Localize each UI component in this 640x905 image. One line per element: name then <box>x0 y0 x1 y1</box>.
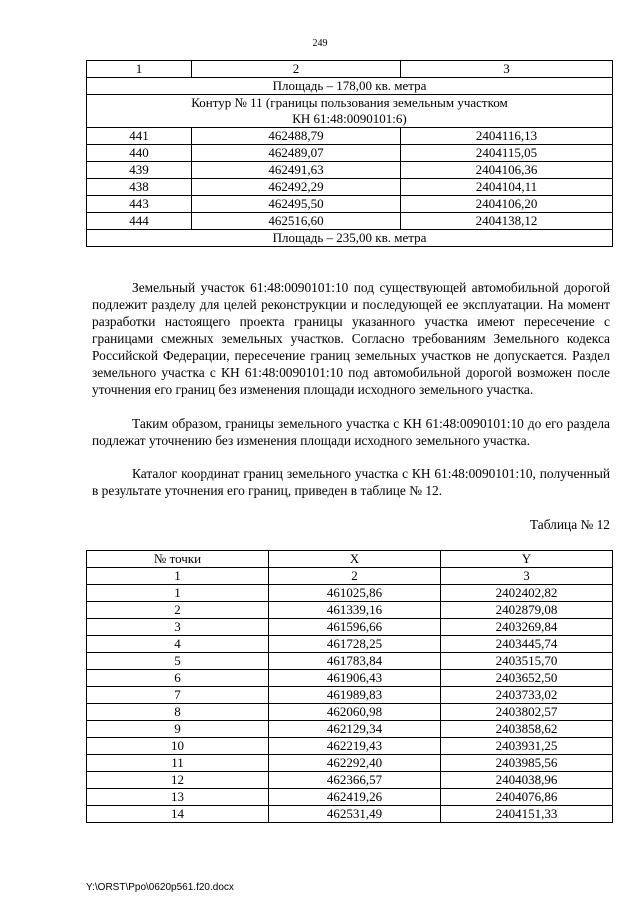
contour-title-row <box>87 95 613 128</box>
x-cell: 461989,83 <box>269 687 441 704</box>
table-row <box>87 162 613 179</box>
point-cell: 11 <box>87 755 269 772</box>
x-cell: 461906,43 <box>269 670 441 687</box>
coordinates-table-contour-11 <box>86 60 613 247</box>
point-cell: 8 <box>87 704 269 721</box>
table-row <box>87 196 613 213</box>
point-cell: 4 <box>87 636 269 653</box>
paragraph: Таким образом, границы земельного участка с КН 61:48:0090101:10 до его раздела подлежат уточнению без изменения площади исходного земельного участка. <box>92 416 610 448</box>
area-row <box>87 78 613 95</box>
table-row <box>87 721 613 738</box>
table-row <box>87 602 613 619</box>
table-row <box>87 806 613 823</box>
table-row <box>87 687 613 704</box>
header-cell: X <box>269 551 441 568</box>
x-cell: 462491,63 <box>192 162 401 179</box>
point-cell: 1 <box>87 585 269 602</box>
contour-title-cell <box>87 95 613 128</box>
y-cell: 2404116,13 <box>401 128 613 145</box>
table-row <box>87 772 613 789</box>
table-header-row <box>87 551 613 568</box>
point-cell: 438 <box>87 179 192 196</box>
x-cell: 461783,84 <box>269 653 441 670</box>
x-cell: 461596,66 <box>269 619 441 636</box>
header-cell: Y <box>441 551 613 568</box>
y-cell: 2403985,56 <box>441 755 613 772</box>
point-cell: 12 <box>87 772 269 789</box>
contour-title-line: КН 61:48:0090101:6) <box>292 111 407 126</box>
x-cell: 462488,79 <box>192 128 401 145</box>
y-cell: 2403931,25 <box>441 738 613 755</box>
subheader-cell: 2 <box>269 568 441 585</box>
y-cell: 2404115,05 <box>401 145 613 162</box>
x-cell: 462060,98 <box>269 704 441 721</box>
x-cell: 462366,57 <box>269 772 441 789</box>
x-cell: 461339,16 <box>269 602 441 619</box>
point-cell: 444 <box>87 213 192 230</box>
subheader-cell: 1 <box>87 568 269 585</box>
x-cell: 461728,25 <box>269 636 441 653</box>
contour-title-line: Контур № 11 (границы пользования земельным участком <box>191 95 508 110</box>
header-cell: 3 <box>401 61 613 78</box>
point-cell: 9 <box>87 721 269 738</box>
x-cell: 462489,07 <box>192 145 401 162</box>
x-cell: 462516,60 <box>192 213 401 230</box>
y-cell: 2403652,50 <box>441 670 613 687</box>
x-cell: 462219,43 <box>269 738 441 755</box>
y-cell: 2404106,36 <box>401 162 613 179</box>
table-row <box>87 670 613 687</box>
header-cell: 1 <box>87 61 192 78</box>
paragraph: Каталог координат границ земельного участка с КН 61:48:0090101:10, полученный в результате уточнения его границ, приведен в таблице № 12. <box>92 466 610 498</box>
point-cell: 3 <box>87 619 269 636</box>
table-row <box>87 213 613 230</box>
x-cell: 462495,50 <box>192 196 401 213</box>
table-subheader-row <box>87 568 613 585</box>
table-row <box>87 789 613 806</box>
table-row <box>87 585 613 602</box>
point-cell: 7 <box>87 687 269 704</box>
table-caption: Таблица № 12 <box>529 517 610 532</box>
x-cell: 462292,40 <box>269 755 441 772</box>
y-cell: 2404151,33 <box>441 806 613 823</box>
x-cell: 462419,26 <box>269 789 441 806</box>
y-cell: 2403445,74 <box>441 636 613 653</box>
point-cell: 441 <box>87 128 192 145</box>
table-row <box>87 653 613 670</box>
table-row <box>87 619 613 636</box>
paragraph: Земельный участок 61:48:0090101:10 под существующей автомобильной дорогой подлежит разделу для целей реконструкции и последующей ее эксплуатации. На момент разработки настоящего проекта границы указанного участка имеют пересечение с границами смежных земельных участков. Согласно требованиям Земельного кодекса Российской Федерации, пересечение границ земельных участков не допускается. Раздел земельного участка с КН 61:48:0090101:10 под автомобильной дорогой возможен после уточнения его границ без изменения площади исходного земельного участка. <box>92 280 610 397</box>
page-number: 249 <box>312 38 328 49</box>
table-row <box>87 636 613 653</box>
header-cell: 2 <box>192 61 401 78</box>
table-header-row <box>87 61 613 78</box>
y-cell: 2402879,08 <box>441 602 613 619</box>
point-cell: 6 <box>87 670 269 687</box>
x-cell: 462531,49 <box>269 806 441 823</box>
y-cell: 2404106,20 <box>401 196 613 213</box>
point-cell: 10 <box>87 738 269 755</box>
table-row <box>87 755 613 772</box>
area-cell: Площадь – 178,00 кв. метра <box>87 78 613 95</box>
point-cell: 439 <box>87 162 192 179</box>
y-cell: 2403515,70 <box>441 653 613 670</box>
point-cell: 440 <box>87 145 192 162</box>
header-cell: № точки <box>87 551 269 568</box>
point-cell: 2 <box>87 602 269 619</box>
y-cell: 2404138,12 <box>401 213 613 230</box>
point-cell: 13 <box>87 789 269 806</box>
y-cell: 2403858,62 <box>441 721 613 738</box>
y-cell: 2402402,82 <box>441 585 613 602</box>
table-row <box>87 128 613 145</box>
y-cell: 2403269,84 <box>441 619 613 636</box>
y-cell: 2403802,57 <box>441 704 613 721</box>
x-cell: 462492,29 <box>192 179 401 196</box>
point-cell: 5 <box>87 653 269 670</box>
point-cell: 14 <box>87 806 269 823</box>
y-cell: 2404076,86 <box>441 789 613 806</box>
area-cell: Площадь – 235,00 кв. метра <box>87 230 613 247</box>
y-cell: 2404038,96 <box>441 772 613 789</box>
x-cell: 461025,86 <box>269 585 441 602</box>
coordinates-table-12 <box>86 550 613 823</box>
y-cell: 2404104,11 <box>401 179 613 196</box>
area-row <box>87 230 613 247</box>
table-row <box>87 145 613 162</box>
y-cell: 2403733,02 <box>441 687 613 704</box>
x-cell: 462129,34 <box>269 721 441 738</box>
table-row <box>87 704 613 721</box>
point-cell: 443 <box>87 196 192 213</box>
table-row <box>87 179 613 196</box>
file-path-footer: Y:\ORST\Ppo\0620p561.f20.docx <box>86 882 234 893</box>
subheader-cell: 3 <box>441 568 613 585</box>
table-row <box>87 738 613 755</box>
